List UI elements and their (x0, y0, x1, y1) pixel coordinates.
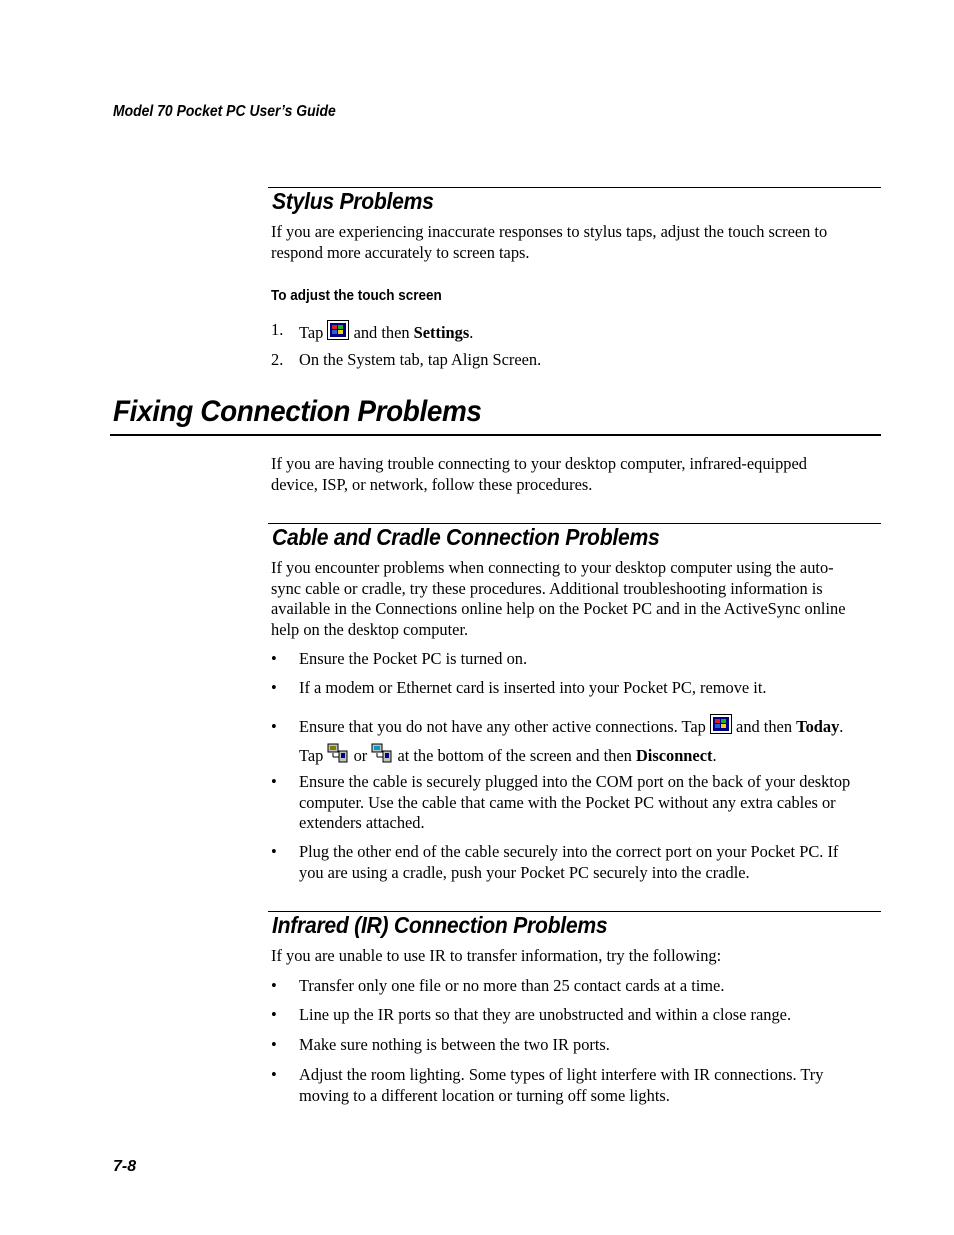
cable-heading: Cable and Cradle Connection Problems (272, 524, 660, 550)
stylus-heading: Stylus Problems (272, 188, 434, 214)
list-item: • Plug the other end of the cable securely into the correct port on your Pocket PC. If you are using a cradle, push your Pocket PC securely into the cradle. (271, 842, 839, 882)
list-item: • Adjust the room lighting. Some types of light interfere with IR connections. Try moving to a different location or turning off some lights. (271, 1065, 824, 1105)
connection-intro: If you are having trouble connecting to your desktop computer, infrared-equipped device, ISP, or network, follow these procedures. (271, 454, 807, 494)
running-header: Model 70 Pocket PC User’s Guide (113, 103, 336, 120)
list-item: • Ensure the cable is securely plugged into the COM port on the back of your desktop computer. Use the cable that came with the Pocket PC without any extra cables or extenders attached. (271, 772, 851, 832)
list-item: • Ensure that you do not have any other active connections. Tap and then Today. Tap or at the bottom of the screen and then Disconnect. (271, 712, 881, 770)
infrared-intro: If you are unable to use IR to transfer information, try the following: (271, 946, 722, 965)
page-number: 7-8 (113, 1158, 137, 1175)
windows-start-icon (327, 320, 349, 340)
stylus-intro: If you are experiencing inaccurate responses to stylus taps, adjust the touch screen to respond more accurately to screen taps. (271, 222, 828, 262)
list-item: • Ensure the Pocket PC is turned on. (271, 649, 528, 668)
connection-status-icon (327, 743, 349, 763)
list-item: • Transfer only one file or no more than 25 contact cards at a time. (271, 976, 725, 995)
chapter-rule (110, 434, 881, 436)
list-item: • If a modem or Ethernet card is inserted into your Pocket PC, remove it. (271, 678, 767, 697)
cable-intro: If you encounter problems when connecting to your desktop computer using the auto- sync cable or cradle, try these procedures. Additional troubleshooting information is available in the Connections online help on the Pocket PC and in the ActiveSync online help on the desktop computer. (271, 558, 846, 639)
step-1: 1. Tap and then Settings. (271, 320, 474, 342)
list-item: • Make sure nothing is between the two IR ports. (271, 1035, 610, 1054)
infrared-heading: Infrared (IR) Connection Problems (272, 912, 608, 938)
connection-status-alt-icon (371, 743, 393, 763)
connection-heading: Fixing Connection Problems (113, 395, 482, 428)
step-2: 2. On the System tab, tap Align Screen. (271, 350, 542, 369)
procedure-title: To adjust the touch screen (271, 287, 442, 304)
windows-start-icon (710, 714, 732, 734)
list-item: • Line up the IR ports so that they are unobstructed and within a close range. (271, 1005, 792, 1024)
